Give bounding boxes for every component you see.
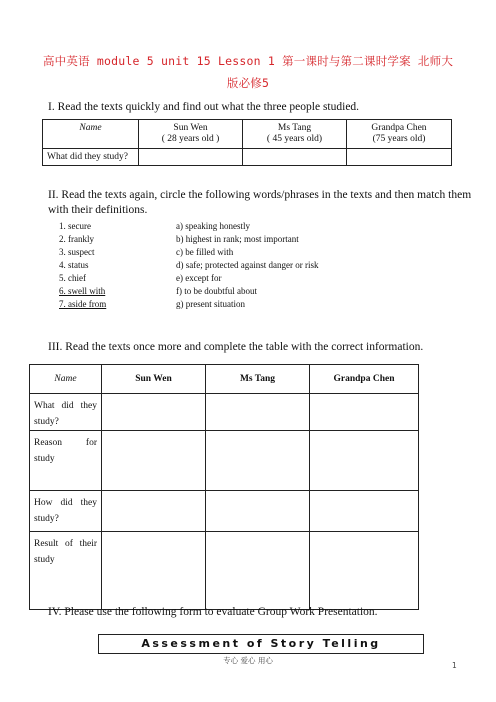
answer-cell[interactable] [102, 491, 206, 532]
header-ms-tang: Ms Tang [206, 365, 310, 394]
document-title-line2: 版必修5 [226, 76, 270, 90]
word-item: 4. status [59, 260, 89, 270]
definition-item: f) to be doubtful about [176, 286, 257, 296]
section1-heading: I. Read the texts quickly and find out what the three people studied. [48, 101, 360, 113]
assessment-form-title: Assessment of Story Telling [98, 634, 424, 654]
person-cell-ms-tang [243, 120, 347, 149]
answer-cell[interactable] [310, 431, 419, 491]
person-name: Grandpa Chen [371, 123, 427, 133]
answer-cell[interactable] [206, 491, 310, 532]
word-item: 3. suspect [59, 247, 95, 257]
header-sun-wen: Sun Wen [102, 365, 206, 394]
row-label-what-studied: What did they study? [43, 149, 139, 166]
word-item: 2. frankly [59, 234, 94, 244]
answer-cell[interactable] [310, 532, 419, 610]
answer-cell[interactable] [206, 394, 310, 431]
information-table [29, 364, 419, 610]
person-cell-grandpa-chen [347, 120, 452, 149]
row-label-text: Reason for study [34, 438, 97, 464]
definition-item: d) safe; protected against danger or risk [176, 260, 319, 270]
answer-cell[interactable] [139, 149, 243, 166]
person-name: Ms Tang [277, 123, 312, 133]
person-age: (75 years old) [372, 134, 426, 144]
header-grandpa-chen: Grandpa Chen [310, 365, 419, 394]
name-header-cell [43, 120, 139, 149]
row-label-what-study [30, 394, 102, 431]
word-item: 1. secure [59, 221, 91, 231]
person-cell-sun-wen [139, 120, 243, 149]
word-item: 6. swell with [59, 286, 106, 296]
definition-item: g) present situation [176, 299, 245, 309]
person-age: ( 28 years old ) [161, 134, 220, 144]
person-age: ( 45 years old) [266, 134, 323, 144]
section2-heading-line1: II. Read the texts again, circle the following words/phrases in the texts and then match them [48, 189, 472, 201]
row-label-reason [30, 431, 102, 491]
row-label-text: How did they study? [34, 498, 97, 524]
document-title-line1: 高中英语 module 5 unit 15 Lesson 1 第一课时与第二课时学案 北师大 [42, 54, 454, 68]
person-name: Sun Wen [173, 123, 208, 133]
word-list [59, 220, 159, 311]
footer-motto: 专心 爱心 用心 [223, 656, 273, 665]
row-label-result [30, 532, 102, 610]
studied-table [42, 119, 452, 166]
answer-cell[interactable] [347, 149, 452, 166]
definition-item: b) highest in rank; most important [176, 234, 299, 244]
word-item: 7. aside from [59, 299, 107, 309]
row-label-text: What did they study? [34, 401, 97, 427]
answer-cell[interactable] [206, 431, 310, 491]
definition-item: c) be filled with [176, 247, 234, 257]
definition-item: e) except for [176, 273, 222, 283]
answer-cell[interactable] [243, 149, 347, 166]
name-header-label: Name [79, 123, 102, 133]
row-label-text: Result of their study [34, 539, 97, 565]
section2-heading-line2: with their definitions. [48, 204, 148, 216]
definition-list [176, 220, 416, 311]
section4-heading: IV. Please use the following form to evaluate Group Work Presentation. [48, 606, 378, 618]
definition-item: a) speaking honestly [176, 221, 250, 231]
header-name: Name [30, 365, 102, 394]
answer-cell[interactable] [310, 491, 419, 532]
answer-cell[interactable] [206, 532, 310, 610]
answer-cell[interactable] [102, 394, 206, 431]
word-item: 5. chief [59, 273, 86, 283]
section3-heading: III. Read the texts once more and complete the table with the correct information. [48, 341, 424, 353]
page-number: 1 [452, 661, 457, 670]
row-label-how-study [30, 491, 102, 532]
answer-cell[interactable] [310, 394, 419, 431]
answer-cell[interactable] [102, 532, 206, 610]
answer-cell[interactable] [102, 431, 206, 491]
